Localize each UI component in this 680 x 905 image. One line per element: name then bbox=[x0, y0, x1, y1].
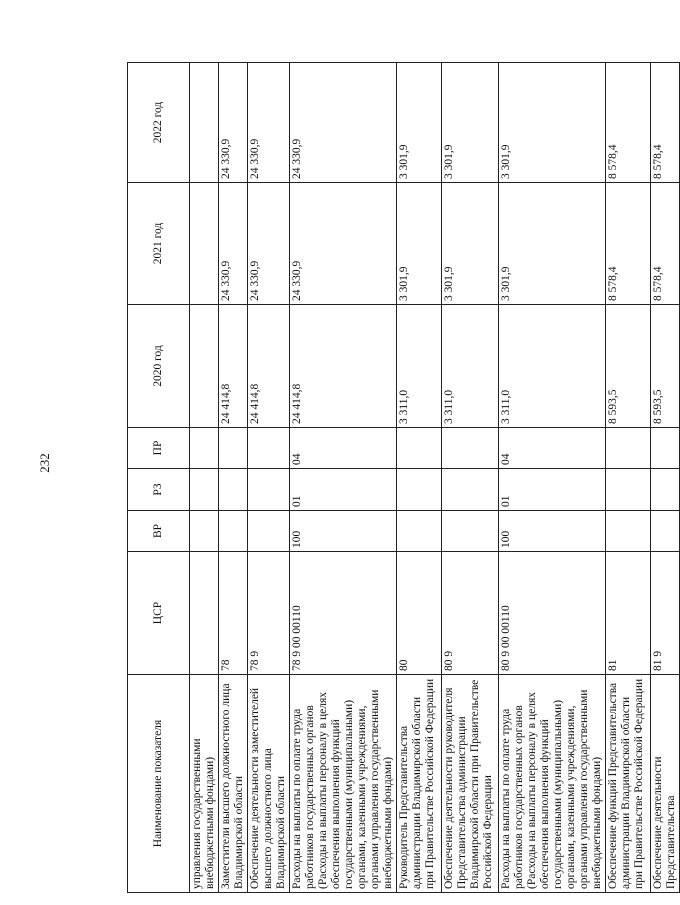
cell-2022: 24 330,9 bbox=[248, 63, 290, 183]
cell-vr bbox=[190, 511, 219, 552]
cell-2022: 24 330,9 bbox=[219, 63, 248, 183]
cell-pr bbox=[397, 428, 442, 469]
header-csr: ЦСР bbox=[128, 552, 190, 675]
cell-2021: 8 578,4 bbox=[651, 183, 680, 305]
cell-pr: 04 bbox=[499, 428, 606, 469]
cell-2022: 3 301,9 bbox=[499, 63, 606, 183]
cell-name: Обеспечение деятельности заместителей высшего должностного лица Владимирской области bbox=[248, 675, 290, 893]
cell-name: управления государственными внебюджетными фондами) bbox=[190, 675, 219, 893]
cell-csr: 80 9 00 00110 bbox=[499, 552, 606, 675]
header-pr: ПР bbox=[128, 428, 190, 469]
cell-csr: 78 9 00 00110 bbox=[290, 552, 397, 675]
cell-2021: 3 301,9 bbox=[442, 183, 499, 305]
cell-pr: 04 bbox=[290, 428, 397, 469]
cell-2020: 8 593,5 bbox=[606, 305, 651, 428]
cell-pr bbox=[219, 428, 248, 469]
cell-name: Обеспечение функций Представительства администрации Владимирской области при Правительстве Российской Федерации bbox=[606, 675, 651, 893]
cell-csr: 81 bbox=[606, 552, 651, 675]
cell-2021: 24 330,9 bbox=[290, 183, 397, 305]
cell-vr bbox=[248, 511, 290, 552]
cell-2020: 3 311,0 bbox=[442, 305, 499, 428]
cell-csr: 81 9 bbox=[651, 552, 680, 675]
cell-rz bbox=[606, 469, 651, 511]
cell-2022 bbox=[190, 63, 219, 183]
table-row bbox=[290, 63, 397, 893]
table-row bbox=[397, 63, 442, 893]
table-row bbox=[248, 63, 290, 893]
cell-pr bbox=[651, 428, 680, 469]
cell-2020: 24 414,8 bbox=[219, 305, 248, 428]
cell-2020 bbox=[190, 305, 219, 428]
header-name: Наименование показателя bbox=[128, 675, 190, 893]
cell-2020: 3 311,0 bbox=[499, 305, 606, 428]
cell-2021: 3 301,9 bbox=[499, 183, 606, 305]
cell-pr bbox=[442, 428, 499, 469]
cell-csr: 80 9 bbox=[442, 552, 499, 675]
cell-name: Обеспечение деятельности руководителя Представительства администрации Владимирской области при Правительстве Российской Федерации bbox=[442, 675, 499, 893]
header-2022: 2022 год bbox=[128, 63, 190, 183]
cell-rz: 01 bbox=[499, 469, 606, 511]
cell-name: Расходы на выплаты по оплате труда работников государственных органов (Расходы на выплаты персоналу в целях обеспечения выполнения функций государственными (муниципальными) органами, казенными учреждениями, органами управления государственными внебюджетными фондами) bbox=[290, 675, 397, 893]
cell-rz bbox=[442, 469, 499, 511]
cell-pr bbox=[248, 428, 290, 469]
cell-vr bbox=[219, 511, 248, 552]
cell-2021: 24 330,9 bbox=[248, 183, 290, 305]
cell-vr bbox=[397, 511, 442, 552]
cell-2021 bbox=[190, 183, 219, 305]
table-row bbox=[190, 63, 219, 893]
cell-rz bbox=[248, 469, 290, 511]
cell-2021: 8 578,4 bbox=[606, 183, 651, 305]
cell-2020: 3 311,0 bbox=[397, 305, 442, 428]
cell-2020: 24 414,8 bbox=[248, 305, 290, 428]
table-row bbox=[606, 63, 651, 893]
cell-csr bbox=[190, 552, 219, 675]
cell-csr: 78 bbox=[219, 552, 248, 675]
cell-2022: 3 301,9 bbox=[442, 63, 499, 183]
header-vr: ВР bbox=[128, 511, 190, 552]
header-2021: 2021 год bbox=[128, 183, 190, 305]
cell-2020: 24 414,8 bbox=[290, 305, 397, 428]
cell-rz bbox=[651, 469, 680, 511]
cell-rz bbox=[397, 469, 442, 511]
cell-vr: 100 bbox=[499, 511, 606, 552]
cell-2022: 3 301,9 bbox=[397, 63, 442, 183]
header-2020: 2020 год bbox=[128, 305, 190, 428]
cell-name: Обеспечение деятельности Представительства bbox=[651, 675, 680, 893]
table-row bbox=[651, 63, 680, 893]
cell-pr bbox=[606, 428, 651, 469]
table-row bbox=[499, 63, 606, 893]
cell-vr: 100 bbox=[290, 511, 397, 552]
cell-pr bbox=[190, 428, 219, 469]
cell-rz bbox=[219, 469, 248, 511]
cell-name: Расходы на выплаты по оплате труда работников государственных органов (Расходы на выплаты персоналу в целях обеспечения выполнения функций государственными (муниципальными) органами, казенными учреждениями, органами управления государственными внебюджетными фондами) bbox=[499, 675, 606, 893]
cell-csr: 80 bbox=[397, 552, 442, 675]
table-row bbox=[442, 63, 499, 893]
table-row bbox=[219, 63, 248, 893]
cell-rz bbox=[190, 469, 219, 511]
cell-2022: 24 330,9 bbox=[290, 63, 397, 183]
cell-2021: 3 301,9 bbox=[397, 183, 442, 305]
header-rz: РЗ bbox=[128, 469, 190, 511]
cell-2022: 8 578,4 bbox=[606, 63, 651, 183]
cell-csr: 78 9 bbox=[248, 552, 290, 675]
budget-table bbox=[127, 62, 680, 893]
cell-rz: 01 bbox=[290, 469, 397, 511]
budget-table-rotated bbox=[127, 63, 677, 893]
cell-vr bbox=[442, 511, 499, 552]
cell-name: Руководитель Представительства администрации Владимирской области при Правительстве Российской Федерации bbox=[397, 675, 442, 893]
cell-name: Заместители высшего должностного лица Владимирской области bbox=[219, 675, 248, 893]
cell-2020: 8 593,5 bbox=[651, 305, 680, 428]
cell-2021: 24 330,9 bbox=[219, 183, 248, 305]
page-number: 232 bbox=[37, 453, 52, 473]
cell-vr bbox=[606, 511, 651, 552]
table-header-row bbox=[128, 63, 190, 893]
cell-2022: 8 578,4 bbox=[651, 63, 680, 183]
cell-vr bbox=[651, 511, 680, 552]
